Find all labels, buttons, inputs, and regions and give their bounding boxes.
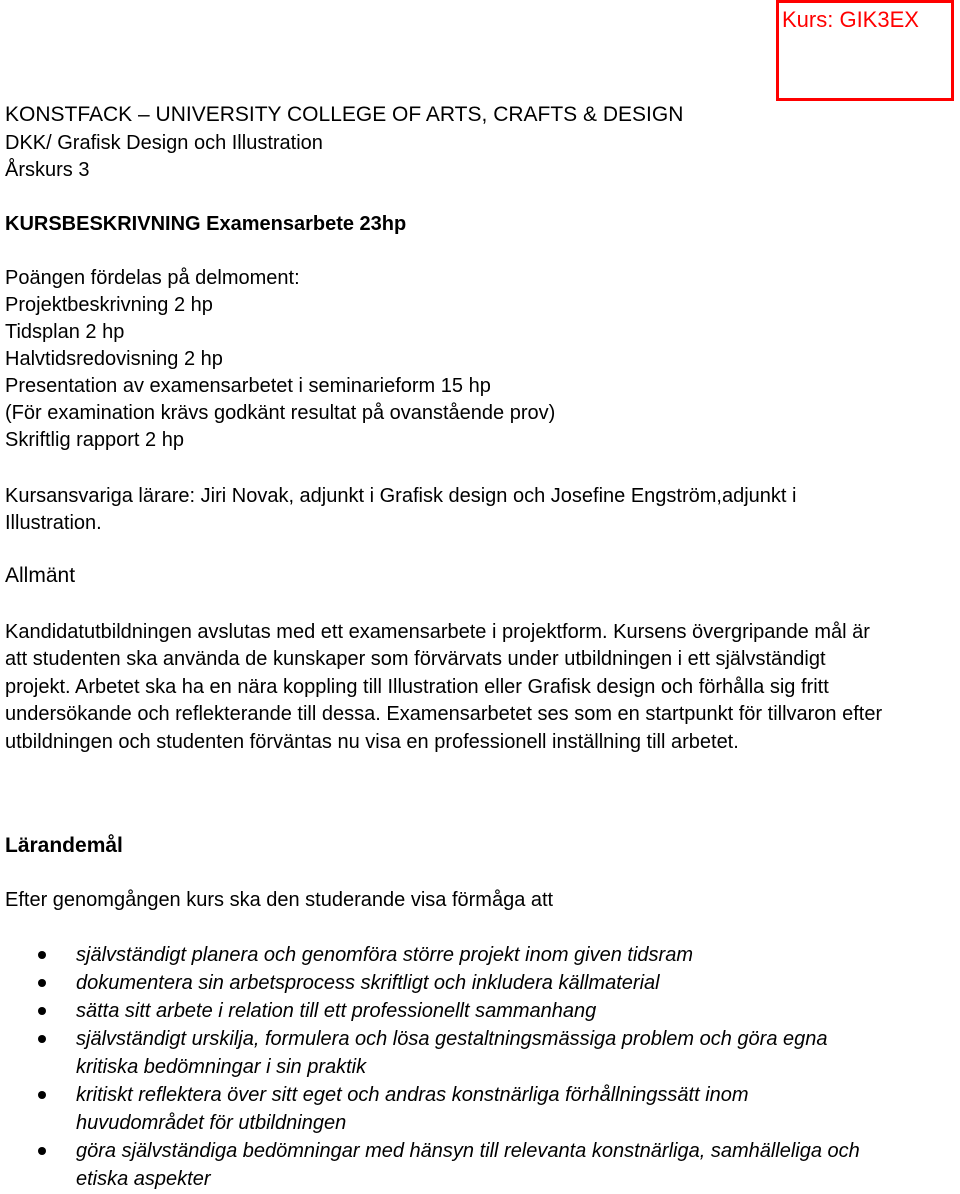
- bullet-icon: [38, 979, 46, 987]
- list-item: [0, 941, 900, 969]
- list-item-text: sätta sitt arbete i relation till ett professionellt sammanhang: [76, 1000, 597, 1022]
- list-item: [0, 1081, 900, 1137]
- list-item: [0, 1025, 900, 1081]
- list-item: [0, 969, 900, 997]
- learning-outcomes-intro: Efter genomgången kurs ska den studerande visa förmåga att: [5, 889, 554, 911]
- list-item: [0, 997, 900, 1025]
- course-code-box: [776, 0, 954, 101]
- year-label: Årskurs 3: [5, 159, 90, 181]
- list-item-text: kritiskt reflektera över sitt eget och andras konstnärliga förhållningssätt inom huvudområdet för utbildningen: [76, 1084, 749, 1134]
- list-item: [0, 1137, 900, 1193]
- credit-item: Tidsplan 2 hp: [5, 321, 125, 343]
- learning-outcomes-list: [0, 941, 900, 1193]
- general-paragraph: Kandidatutbildningen avslutas med ett examensarbete i projektform. Kursens övergripande mål är att studenten ska använda de kunskaper som förvärvats under utbildningen i ett självständigt projekt. Arbetet ska ha en nära koppling till Illustration eller Grafisk design och förhålla sig fritt undersökande och reflekterande till dessa. Examensarbetet ses som en startpunkt för tillvaron efter utbildningen och studenten förväntas nu visa en professionell inställning till arbetet.: [5, 621, 883, 753]
- course-code: Kurs: GIK3EX: [782, 7, 919, 32]
- credit-item: (För examination krävs godkänt resultat på ovanstående prov): [5, 402, 556, 424]
- bullet-icon: [38, 1147, 46, 1155]
- bullet-icon: [38, 1035, 46, 1043]
- document-title: KURSBESKRIVNING Examensarbete 23hp: [5, 213, 407, 235]
- list-item-text: självständigt urskilja, formulera och lösa gestaltningsmässiga problem och göra egna kritiska bedömningar i sin praktik: [76, 1028, 828, 1078]
- list-item-text: självständigt planera och genomföra större projekt inom given tidsram: [76, 944, 693, 966]
- list-item-text: göra självständiga bedömningar med hänsyn till relevanta konstnärliga, samhälleliga och etiska aspekter: [76, 1140, 860, 1190]
- credit-item: Presentation av examensarbetet i seminarieform 15 hp: [5, 375, 491, 397]
- credit-item: Halvtidsredovisning 2 hp: [5, 348, 223, 370]
- institution-name: KONSTFACK – UNIVERSITY COLLEGE OF ARTS, CRAFTS & DESIGN: [5, 103, 684, 126]
- credits-intro: Poängen fördelas på delmoment:: [5, 267, 300, 289]
- section-heading-general: Allmänt: [5, 564, 76, 587]
- credit-item: Skriftlig rapport 2 hp: [5, 429, 184, 451]
- bullet-icon: [38, 1091, 46, 1099]
- bullet-icon: [38, 1007, 46, 1015]
- responsible-teachers: Kursansvariga lärare: Jiri Novak, adjunkt i Grafisk design och Josefine Engström,adjunkt i Illustration.: [5, 485, 797, 534]
- department-name: DKK/ Grafisk Design och Illustration: [5, 132, 323, 154]
- list-item-text: dokumentera sin arbetsprocess skriftligt och inkludera källmaterial: [76, 972, 660, 994]
- credit-item: Projektbeskrivning 2 hp: [5, 294, 213, 316]
- section-heading-learning-outcomes: Lärandemål: [5, 834, 123, 857]
- bullet-icon: [38, 951, 46, 959]
